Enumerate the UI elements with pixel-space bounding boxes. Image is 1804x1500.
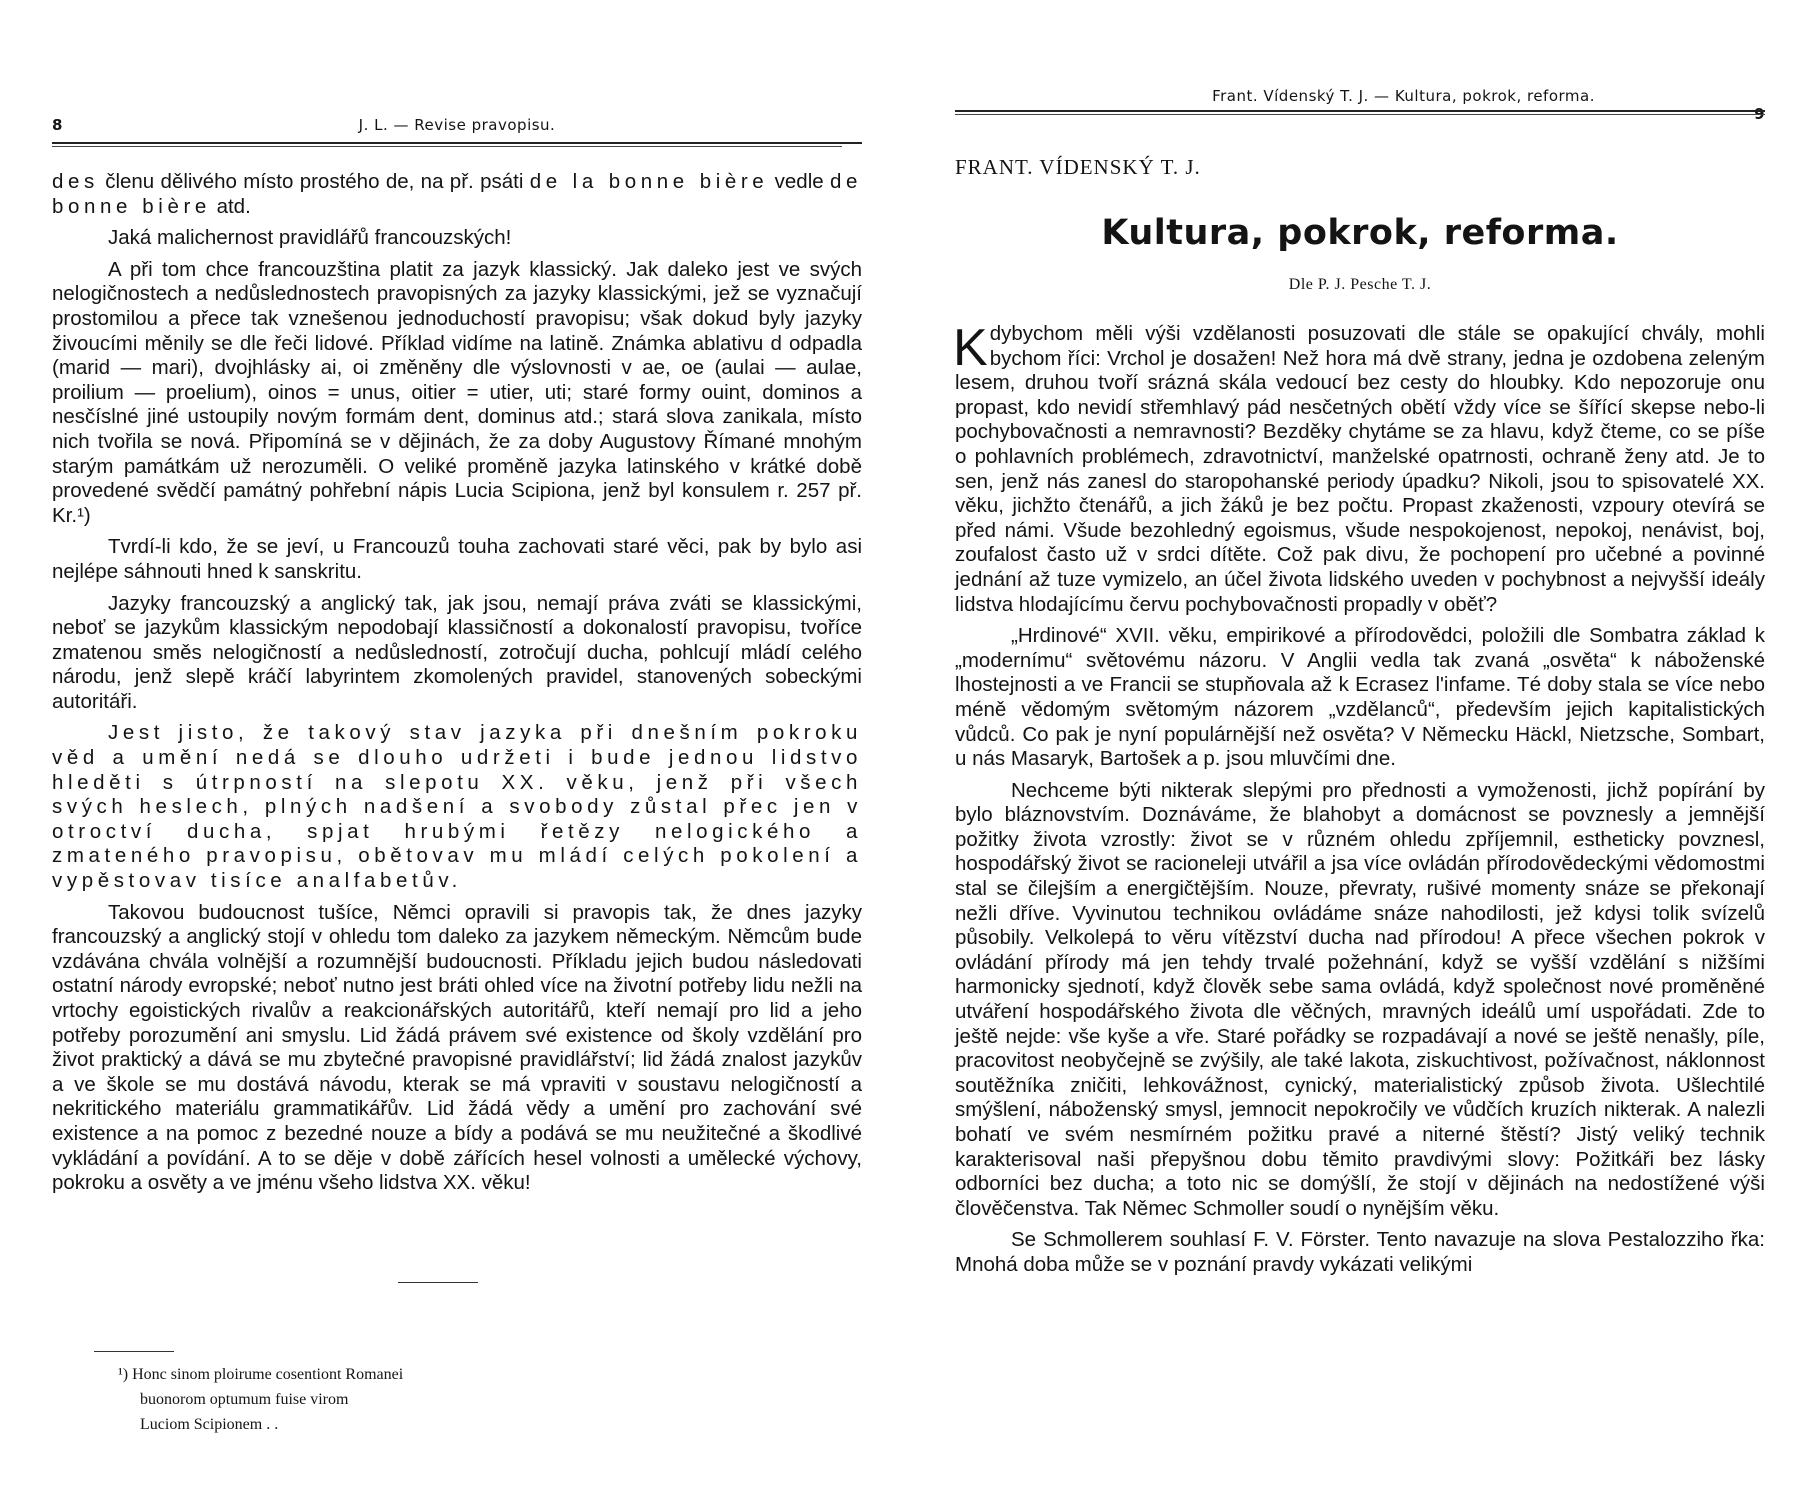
right-body-text — [953, 319, 1765, 1285]
paragraph: Jazyky francouzský a anglický tak, jak jsou, nemají práva zváti se klassickými, neboť se jazykům klassickým nepodobají klassičností a dokonalostí pravopisu, tvoříce zmatenou směs nelogičností a nedůsledností, zotročují ducha, pohlcují mládí celého národu, jenž slepě kráčí labyrintem zkomolených pravidel, stanovených sobeckými autoritáři. — [52, 591, 862, 713]
header-rule — [955, 110, 1765, 112]
paragraph: Kdybychom měli výši vzdělanosti posuzovati dle stále se opakující chvály, mohli bychom říci: Vrchol je dosažen! Než hora má dvě strany, jedna je ozdobena zeleným lesem, druhou tvoří srázná skála vedoucí bez cesty do hloubky. Kdo nepozoruje onu propast, kdo nevidí střemhlavý pád nesčetných obětí vždy více se šířící skepse nebo-li pochybovačnosti a nemravnosti? Bezděky chytáme se za hlavu, když čteme, co se píše o pohlavních problémech, zdravotnictví, manželské opatrnosti, ochraně ženy atd. Je to sen, jenž nás zanesl do staropohanské periody úpadku? Nikoli, jsou to spisovatelé XX. věku, jichžto čtenářů, a jich žáků je bez počtu. Propast zkaženosti, vzpoury otevírá se před námi. Všude bezohledný egoismus, všude nespokojenost, nepokoj, nenávist, boj, zoufalost často už v srdci dítěte. Což pak divu, že pochopení pro učebné a povinné jednání až tuze vymizelo, an účel života lidského uveden v pochybnost a nejvyšší ideály lidstva hlodajícímu červu pochybovačnosti propadly v oběť? — [953, 319, 1765, 616]
paragraph: Takovou budoucnost tušíce, Němci opravili si pravopis tak, že dnes jazyky francouzský a anglický stojí v ohledu tom daleko za jazykem německým. Němcům bude vzdávána chvála volnější a rozumnější budoucnosti. Příkladu jejich budou následovati ostatní národy evropské; neboť nutno jest bráti ohled více na životní potřeby lidu nežli na vrtochy egoistických rivalův a reakcionářských autoritářů, kteří nemají pro lid a jeho potřeby porozumění ani smyslu. Lid žádá právem své existence od školy vzdělání pro život praktický a dává se mu zbytečné pravopisné pravidlářství; lid žádá znalost jazykův a ve škole se mu dostává návodu, kterak se má vpraviti v soustavu nelogičností a nekritického materiálu grammatikářův. Lid žádá vědy a umění pro zachování své existence a na pomoc z bezedné nouze a bídy a podává se mu neužitečné a škodlivé vykládání a povídání. A to se děje v době zářících hesel volnosti a umělecké výchovy, pokroku a osvěty a ve jménu všeho lidstva XX. věku! — [52, 900, 862, 1195]
right-running-head — [955, 87, 1765, 123]
left-page-number: 8 — [52, 116, 63, 134]
paragraph: „Hrdinové“ XVII. věku, empirikové a přírodovědci, položili dle Sombatra základ k „modernímu“ světovému názoru. V Anglii vedla tak zvaná „osvěta“ k náboženské lhostejnosti a ve Francii se stupňovala až k Ecrasez l'infame. Té doby stala se více nebo méně vědomým světomým názorem „vzdělanců“, především jejich kapitalistických vůdců. Co pak je nyní populárnější než osvěta? V Německu Häckl, Nietzsche, Sombart, u nás Masaryk, Bartošek a p. jsou mluvčími dne. — [955, 624, 1765, 771]
article-source: Dle P. J. Pesche T. J. — [1288, 276, 1432, 293]
article-author: FRANT. VÍDENSKÝ T. J. — [955, 155, 1201, 179]
right-page-number: 9 — [1754, 105, 1765, 123]
paragraph: des členu dělivého místo prostého de, na př. psáti de la bonne bière vedle de bonne bière atd. — [52, 170, 862, 218]
footnote-mark: ¹) — [118, 1366, 129, 1383]
right-running-title: Frant. Vídenský T. J. — Kultura, pokrok, reforma. — [1212, 87, 1595, 105]
footnote-line: ¹) Honc sinom ploirume cosentiont Romanei — [118, 1366, 404, 1383]
drop-cap: K — [953, 319, 988, 377]
paragraph: Se Schmollerem souhlasí F. V. Förster. Tento navazuje na slova Pestalozziho řka: Mnohá doba může se v poznání pravdy vykázati velikými — [955, 1228, 1765, 1276]
left-running-title: J. L. — Revise pravopisu. — [358, 116, 556, 134]
header-rule-thin — [52, 146, 842, 147]
paragraph: Jest jisto, že takový stav jazyka při dnešním pokroku věd a umění nedá se dlouho udržeti i bude jednou lidstvo hleděti s útrpností na slepotu XX. věku, jenž při všech svých heslech, plných nadšení a svobody zůstal přec jen v otroctví ducha, spjat hrubými řetězy nelogického a zmateného pravopisu, obětovav mu mládí celých pokolení a vypěstovav tisíce analfabetův. — [52, 721, 862, 893]
left-body-text — [52, 170, 862, 1203]
paragraph: Jaká malichernost pravidlářů francouzských! — [108, 226, 512, 250]
paragraph: Nechceme býti nikterak slepými pro přednosti a vymoženosti, jichž popírání by bylo bláznovstvím. Doznáváme, že blahobyt a domácnost se povznesly a jemnější požitky života vzrostly: život se v různém ohledu zpříjemnil, estheticky povznesl, hospodářský život se racioneleji utvářil a jsa více ovládán přírodovědeckými vědomostmi stal se čilejším a energičtějším. Nouze, převraty, rušivé momenty snáze se překonají nežli dříve. Vyvinutou technikou ovládáme snáze nahodilosti, jež kdysi tolik svízelů působily. Velkolepá to věru vítězství ducha nad přírodou! A přece všechen pokrok v ovládání přírody má jen tehdy trvalé požehnání, když se vyšší vzdělání s nižšími harmonicky sjednotí, když člověk sebe sama ovládá, když společnost nové proměněné utváření hospodářského života dle věčných, mravných ideálů umí uspořádati. Zde to ještě nejde: vše kyše a vře. Staré pořádky se rozpadávají a nové se ještě nenašly, píle, pracovitost neobyčejně se zvýšily, ale také lakota, ziskuchtivost, požívačnost, náklonnost soutěžníka zničiti, lehkovážnost, cynický, materialistický způsob života. Ušlechtilé smýšlení, náboženský smysl, jemnocit nepokročily ve vůdčích kruzích nikterak. A nalezli bohatí ve svém nesmírném požitku pravé a niterné štěstí? Jistý veliký technik karakterisoval naši přepyšnou dobu těmito pravdivými slovy: Požitkáři bez lásky odborníci bez ducha; a toto nic se domýšlí, že stojí v dějinách na nedostížené výši člověčenstva. Tak Němec Schmoller soudí o nynějším věku. — [955, 778, 1765, 1220]
section-end-rule — [398, 1282, 478, 1283]
header-rule — [52, 142, 862, 144]
article-title: Kultura, pokrok, reforma. — [1101, 213, 1619, 253]
header-rule-thin — [955, 114, 1765, 115]
paragraph: A při tom chce francouzština platit za jazyk klassický. Jak daleko jest ve svých nelogičnostech a nedůslednostech pravopisných za jazyky klassickými, jež se vyznačují prostomilou a přece tak vznešenou jednoduchostí pravopisu; však dokud byly jazyky živoucími měnily se dle řeči lidové. Příklad vidíme na latině. Známka ablativu d odpadla (marid — mari), dvojhlásky ai, oi změněny dle výslovnosti v ae, oe (aulai — aulae, proilium — proelium), oinos = unus, oitier = utier, uti; staré formy ouint, dominos a nesčíslné jiné ustoupily novým formám dent, dominus atd.; stará slova zanikala, místo nich tvořila se nová. Připomíná se v dějinách, že za doby Augustovy Římané mnohým starým památkám už nerozuměli. O veliké proměně jazyka latinského v krátké době provedené svědčí památný pohřební nápis Lucia Scipiona, jenž byl konsulem r. 257 př. Kr.¹) — [52, 257, 862, 527]
footnote — [118, 1362, 403, 1437]
paragraph: Tvrdí-li kdo, že se jeví, u Francouzů touha zachovati staré věci, pak by bylo asi nejlépe sáhnouti hned k sanskritu. — [52, 535, 862, 583]
footnote-line: buonorom optumum fuise virom — [140, 1391, 349, 1408]
footnote-rule — [94, 1351, 174, 1352]
footnote-line: Luciom Scipionem . . — [140, 1416, 279, 1433]
left-running-head — [52, 116, 862, 134]
